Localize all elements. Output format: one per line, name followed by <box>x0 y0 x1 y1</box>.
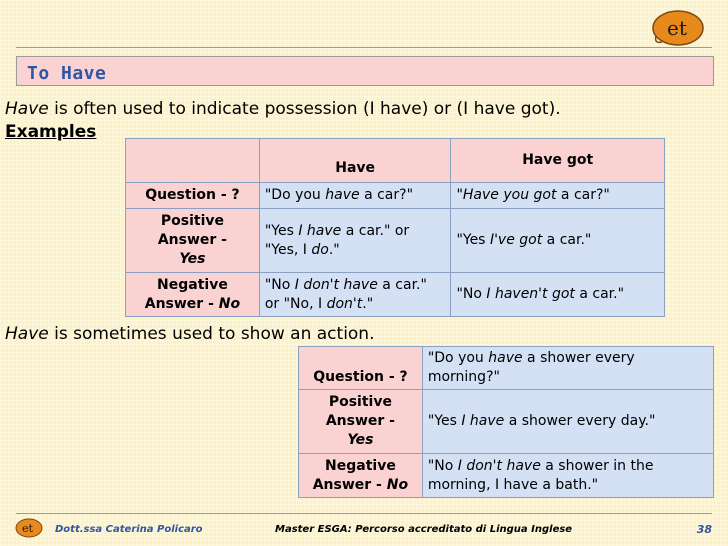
title-bar <box>16 56 714 86</box>
row-label-negative: Negative Answer - No <box>126 273 260 317</box>
table-row <box>299 454 714 498</box>
examples-label: Examples <box>5 122 97 142</box>
row-label-positive: Positive Answer - Yes <box>126 209 260 273</box>
table-row <box>299 347 714 390</box>
table-row <box>126 183 665 209</box>
intro-text: is often used to indicate possession (I have) or (I have got). <box>48 99 561 119</box>
table-header-row <box>126 139 665 183</box>
footer-divider <box>16 513 712 514</box>
et-logo <box>650 6 706 50</box>
footer-et-logo <box>14 517 44 539</box>
footer-course: Master ESGA: Percorso accreditato di Lingua Inglese <box>275 524 573 535</box>
row-label-positive: Positive Answer - Yes <box>299 390 423 454</box>
header-have: Have <box>259 139 451 183</box>
row-label-question: Question - ? <box>299 347 423 390</box>
cell-positive-have: "Yes I have a car." or "Yes, I do." <box>259 209 451 273</box>
action-table <box>298 346 714 498</box>
table-row <box>299 390 714 454</box>
cell-negative: "No I don't have a shower in the morning, I have a bath." <box>422 454 713 498</box>
action-have: Have <box>5 324 49 344</box>
cell-negative-have: "No I don't have a car." or "No, I don't." <box>259 273 451 317</box>
cell-question-have-got: "Have you got a car?" <box>451 183 665 209</box>
possession-table <box>125 138 665 317</box>
header-empty-cell <box>126 139 260 183</box>
cell-question-have: "Do you have a car?" <box>259 183 451 209</box>
cell-positive-have-got: "Yes I've got a car." <box>451 209 665 273</box>
cell-negative-have-got: "No I haven't got a car." <box>451 273 665 317</box>
row-label-negative: Negative Answer - No <box>299 454 423 498</box>
page-title: To Have <box>27 63 107 84</box>
intro-line <box>5 99 561 119</box>
cell-question: "Do you have a shower every morning?" <box>422 347 713 390</box>
table-row <box>126 273 665 317</box>
table-row <box>126 209 665 273</box>
logo-text: et <box>667 16 687 40</box>
cell-positive: "Yes I have a shower every day." <box>422 390 713 454</box>
footer-author: Dott.ssa Caterina Policaro <box>55 524 203 535</box>
page-number: 38 <box>696 523 712 536</box>
row-label-question: Question - ? <box>126 183 260 209</box>
intro-have: Have <box>5 99 49 119</box>
action-line <box>5 324 375 344</box>
header-have-got: Have got <box>451 139 665 183</box>
footer-logo-text: et <box>22 522 33 535</box>
top-divider <box>16 47 712 48</box>
examples-heading <box>5 122 96 142</box>
action-text: is sometimes used to show an action. <box>48 324 375 344</box>
